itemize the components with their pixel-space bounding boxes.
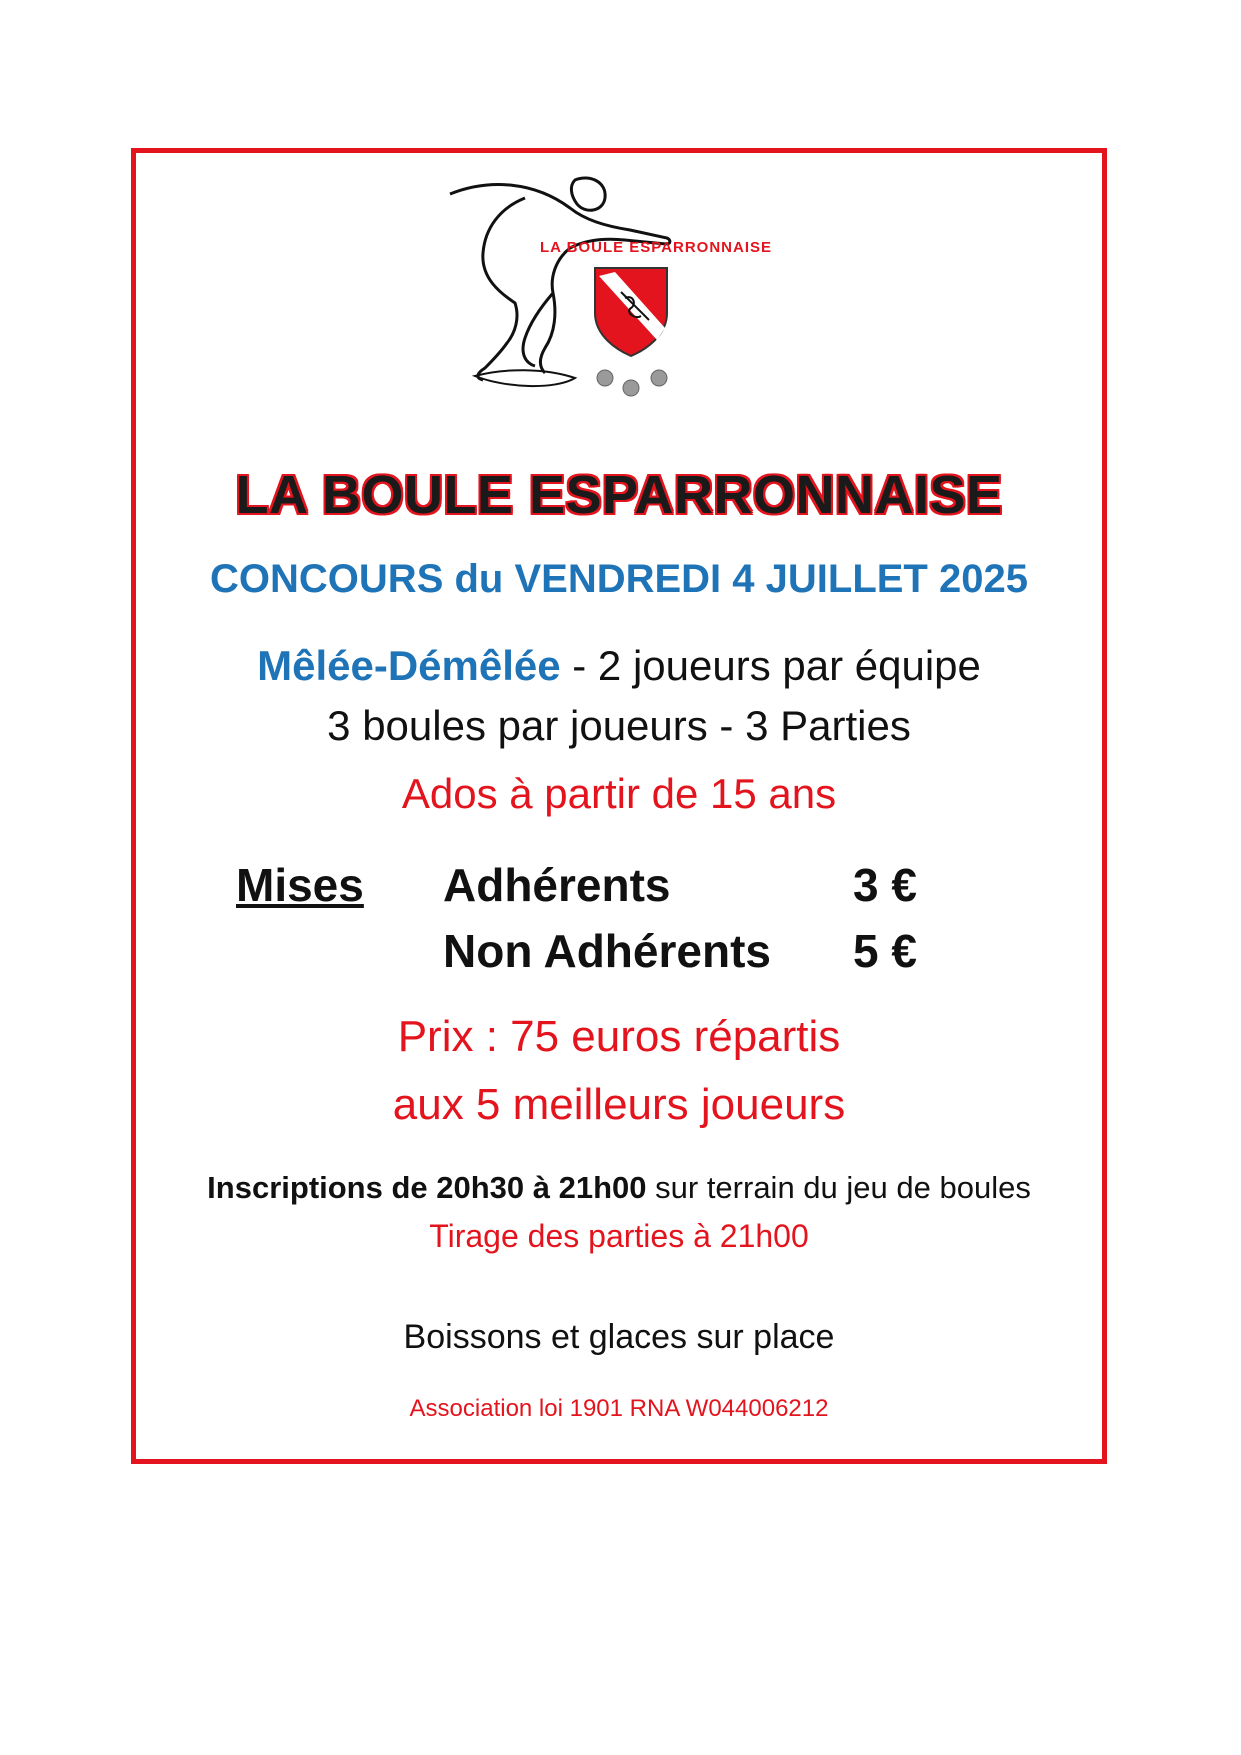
prix-line-1: Prix : 75 euros répartis [397,1012,841,1061]
mises-label: Mises [236,859,364,911]
ground-shadow [475,370,575,386]
boule-icon [597,370,613,386]
boules-line: 3 boules par joueurs - 3 Parties [327,702,911,749]
club-logo [445,168,795,416]
association-line: Association loi 1901 RNA W044006212 [409,1395,829,1422]
inscriptions-line [131,1170,1107,1206]
tirage-line: Tirage des parties à 21h00 [429,1218,809,1254]
player-leg [523,293,553,366]
format-detail: - 2 joueurs par équipe [560,642,981,689]
concours-date: CONCOURS du VENDREDI 4 JUILLET 2025 [210,557,1028,601]
player-back [478,198,525,380]
format-line [131,642,1107,690]
player-head [571,178,605,210]
non-adherents-price: 5 € [853,925,917,977]
adherents-label: Adhérents [443,859,671,911]
inscriptions-time: Inscriptions de 20h30 à 21h00 [207,1170,647,1205]
boule-icon [623,380,639,396]
poster-title: LA BOULE ESPARRONNAISE [235,465,1003,525]
format-type: Mêlée-Démêlée [257,642,561,689]
boule-icon [651,370,667,386]
ados-line: Ados à partir de 15 ans [401,770,837,817]
shield-icon [595,268,667,356]
inscriptions-place: sur terrain du jeu de boules [646,1170,1031,1205]
logo-text: LA BOULE ESPARRONNAISE [540,239,773,256]
boissons-line: Boissons et glaces sur place [403,1318,835,1356]
non-adherents-label: Non Adhérents [443,925,771,977]
adherents-price: 3 € [853,859,917,911]
prix-line-2: aux 5 meilleurs joueurs [392,1080,846,1129]
